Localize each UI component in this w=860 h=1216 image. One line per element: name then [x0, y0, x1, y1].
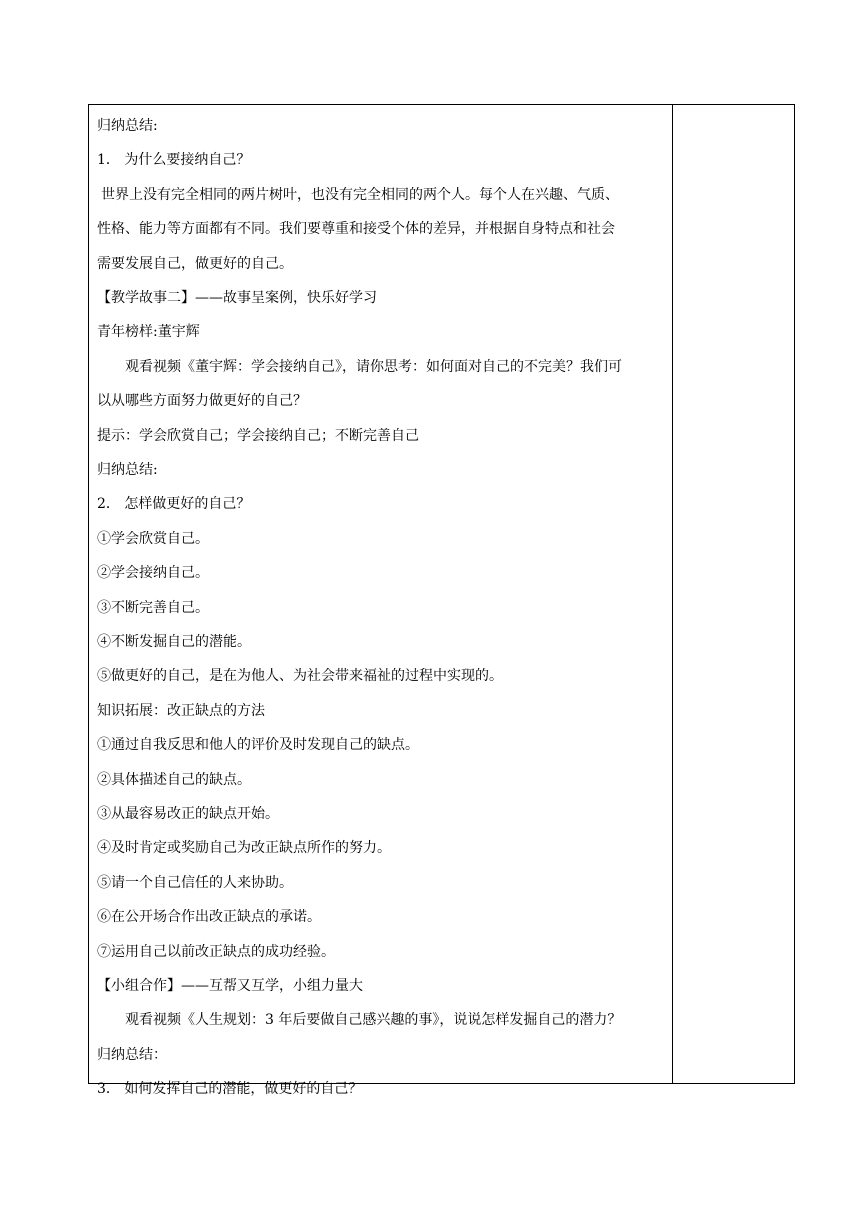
content-line: ④不断发掘自己的潜能。 — [97, 634, 251, 650]
content-line: ②学会接纳自己。 — [97, 565, 209, 582]
content-line: ⑦运用自己以前改正缺点的成功经验。 — [97, 943, 335, 960]
content-line: ①学会欣赏自己。 — [97, 530, 209, 547]
content-line: 性格、能力等方面都有不同。我们要尊重和接受个体的差异，并根据自身特点和社会 — [97, 221, 615, 238]
notes-cell — [673, 105, 794, 1083]
content-line: ③不断完善自己。 — [97, 599, 209, 616]
content-line: 3． 如何发挥自己的潜能，做更好的自己？ — [97, 1081, 363, 1098]
content-line: 世界上没有完全相同的两片树叶，也没有完全相同的两个人。每个人在兴趣、气质、 — [101, 186, 619, 203]
content-line: ⑤请一个自己信任的人来协助。 — [97, 874, 293, 891]
content-line: 需要发展自己，做更好的自己。 — [97, 255, 293, 272]
content-line: 【教学故事二】——故事呈案例，快乐好学习 — [97, 290, 377, 306]
content-line: 1． 为什么要接纳自己？ — [97, 152, 251, 169]
content-line: 【小组合作】——互帮又互学，小组力量大 — [97, 978, 363, 994]
content-line: ④及时肯定或奖励自己为改正缺点所作的努力。 — [97, 840, 391, 857]
content-line: 2． 怎样做更好的自己？ — [97, 496, 251, 513]
lesson-content-cell — [89, 105, 672, 1098]
content-line: 归纳总结: — [97, 462, 158, 478]
content-line: 提示：学会欣赏自己；学会接纳自己；不断完善自己 — [97, 427, 419, 444]
content-line: ②具体描述自己的缺点。 — [97, 771, 251, 788]
content-line: ①通过自我反思和他人的评价及时发现自己的缺点。 — [97, 737, 419, 754]
content-line: ③从最容易改正的缺点开始。 — [97, 806, 279, 822]
content-line: 知识拓展：改正缺点的方法 — [97, 702, 265, 719]
lesson-table — [88, 104, 795, 1098]
content-line: 归纳总结： — [97, 1046, 167, 1063]
content-line: ⑥在公开场合作出改正缺点的承诺。 — [97, 909, 321, 926]
content-line: 观看视频《人生规划：3 年后要做自己感兴趣的事》，说说怎样发掘自己的潜力？ — [125, 1012, 622, 1029]
content-line: ⑤做更好的自己，是在为他人、为社会带来福祉的过程中实现的。 — [97, 668, 503, 685]
content-line: 观看视频《董宇辉：学会接纳自己》，请你思考：如何面对自己的不完美？我们可 — [125, 358, 622, 375]
content-line: 青年榜样:董宇辉 — [97, 324, 200, 341]
content-line: 归纳总结: — [97, 118, 158, 134]
content-line: 以从哪些方面努力做更好的自己？ — [97, 393, 307, 410]
